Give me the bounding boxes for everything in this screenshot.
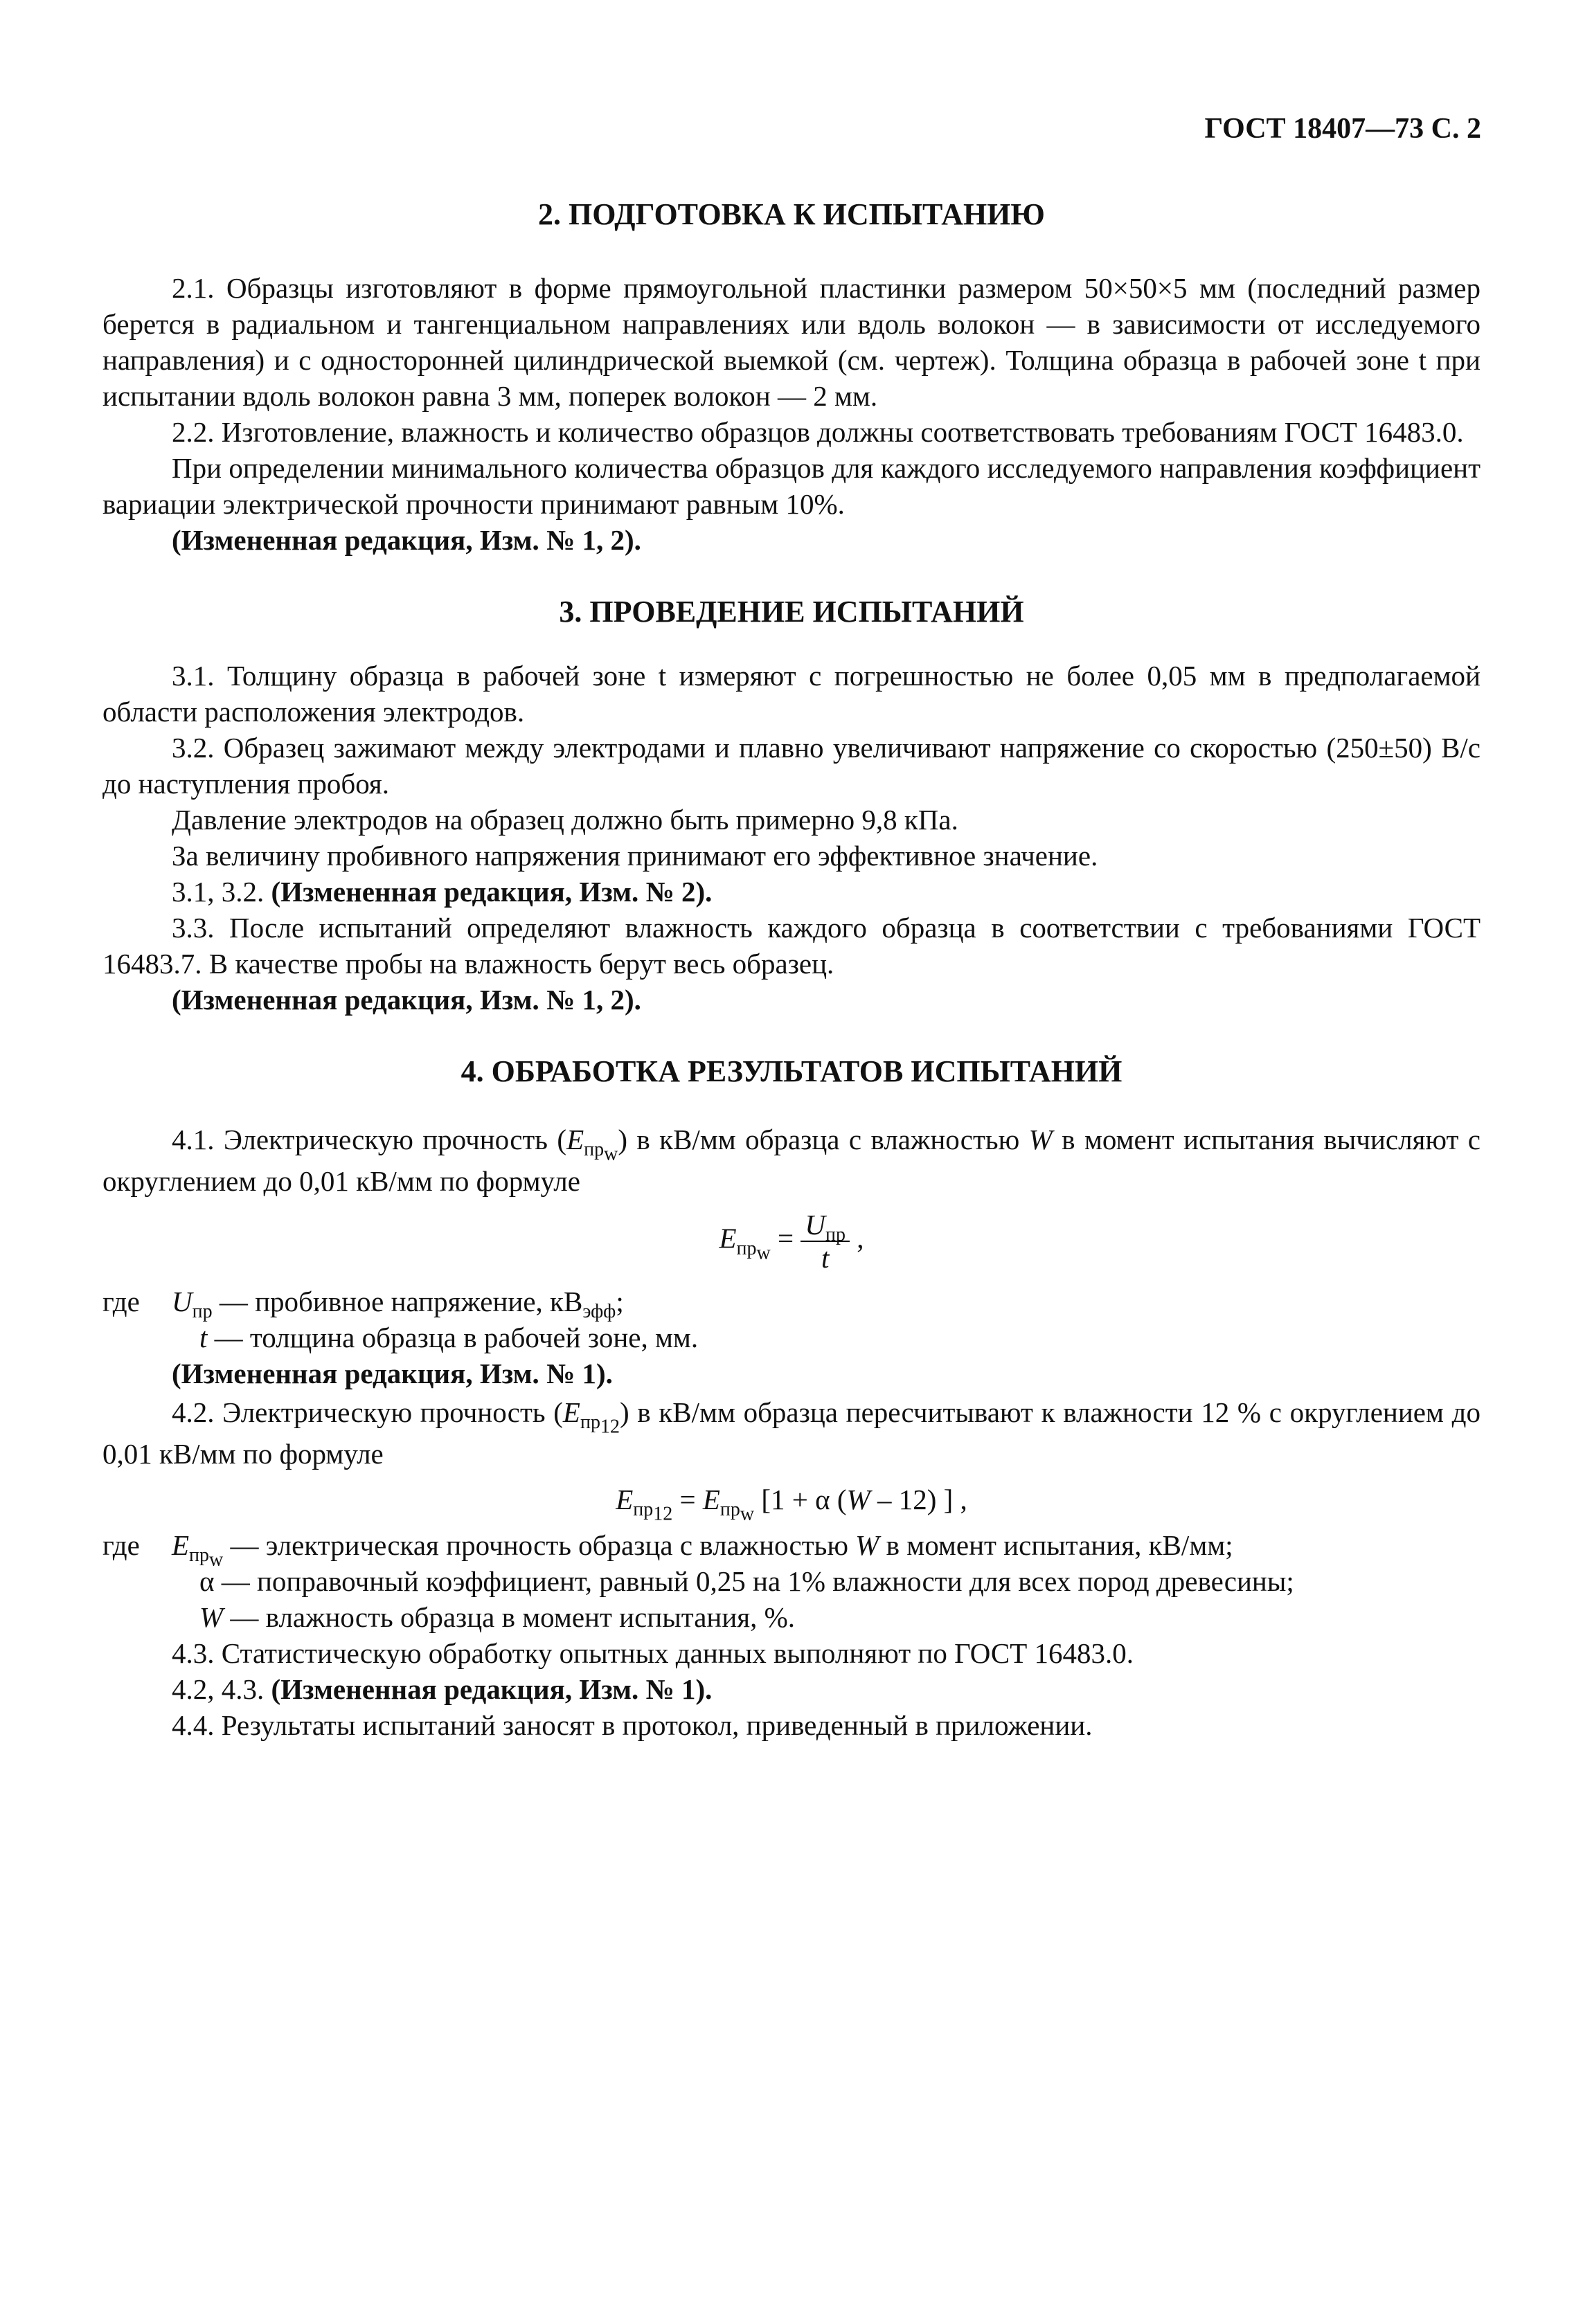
paragraph-2-1: 2.1. Образцы изготовляют в форме прямоугольной пластинки размером 50×50×5 мм (последний размер берется в радиальном и тангенциальном направлениях или вдоль волокон — в зависимости от исследуемого направления) и с односторонней цилиндрической выемкой (см. чертеж). Толщина образца в рабочей зоне t при испытании вдоль волокон равна 3 мм, поперек волокон — 2 мм. (102, 272, 1481, 412)
paragraph-3-3: 3.3. После испытаний определяют влажность каждого образца в соответствии с требованиями ГОСТ 16483.7. В качестве пробы на влажность берут весь образец. (102, 912, 1481, 980)
formula-2: $E_{пр_{12}} = E_{пр_w}$ [1 + α (W – 12) ] , (616, 1484, 967, 1525)
paragraph-2-2: 2.2. Изготовление, влажность и количество образцов должны соответствовать требованиям ГОСТ 16483.0. (172, 416, 1464, 448)
formula-1-definition-u: где $U_{пр}$ — пробивное напряжение, $кВ_{эфф}$; (102, 1286, 624, 1323)
revision-note-3-3: (Измененная редакция, Изм. № 1, 2). (172, 984, 641, 1016)
paragraph-3-2-pressure: Давление электродов на образец должно быть примерно 9,8 кПа. (172, 804, 958, 836)
paragraph-4-2: 4.2. Электрическую прочность $(E_{пр_{12}})$ в кВ/мм образца пересчитывают к влажности 12 % с округлением до 0,01 кВ/мм по формуле (102, 1396, 1481, 1470)
section-2-title: 2. ПОДГОТОВКА К ИСПЫТАНИЮ (538, 197, 1045, 231)
paragraph-4-1: 4.1. Электрическую прочность $(E_{пр_w})$ в кВ/мм образца с влажностью W в момент испытания вычисляют с округлением до 0,01 кВ/мм по формуле (102, 1124, 1481, 1197)
section-4-title: 4. ОБРАБОТКА РЕЗУЛЬТАТОВ ИСПЫТАНИЙ (460, 1054, 1123, 1088)
revision-note-4-1: (Измененная редакция, Изм. № 1). (172, 1358, 613, 1389)
paragraph-3-2: 3.2. Образец зажимают между электродами и плавно увеличивают напряжение со скоростью (250±50) В/с до наступления пробоя. (102, 732, 1481, 800)
formula-2-definition-alpha: α — поправочный коэффициент, равный 0,25 на 1% влажности для всех пород древесины; (199, 1565, 1294, 1597)
paragraph-3-2-voltage: За величину пробивного напряжения принимают его эффективное значение. (172, 840, 1098, 872)
paragraph-4-3: 4.3. Статистическую обработку опытных данных выполняют по ГОСТ 16483.0. (172, 1637, 1134, 1669)
revision-note-3-1: 3.1, 3.2. (Измененная редакция, Изм. № 2). (172, 876, 713, 908)
page-header: ГОСТ 18407—73 С. 2 (1204, 113, 1481, 145)
formula-1: $E_{пр_w}$ = $\frac{U_{пр}}{t}$ , (719, 1209, 864, 1274)
formula-2-definition-e: где $E_{пр_w}$ — электрическая прочность образца с влажностью W в момент испытания, кВ/мм; (102, 1529, 1233, 1571)
paragraph-4-4: 4.4. Результаты испытаний заносят в протокол, приведенный в приложении. (172, 1709, 1093, 1741)
page-content (102, 111, 1481, 1743)
formula-1-definition-t: t — толщина образца в рабочей зоне, мм. (199, 1322, 699, 1353)
formula-2-definition-w: W — влажность образца в момент испытания, %. (199, 1601, 796, 1633)
revision-note-4-2: 4.2, 4.3. (Измененная редакция, Изм. № 1). (172, 1673, 713, 1705)
paragraph-3-1: 3.1. Толщину образца в рабочей зоне t измеряют с погрешностью не более 0,05 мм в предполагаемой области расположения электродов. (102, 660, 1481, 728)
paragraph-2-2-note: При определении минимального количества образцов для каждого исследуемого направления коэффициент вариации электрической прочности принимают равным 10%. (102, 452, 1481, 520)
revision-note-2: (Измененная редакция, Изм. № 1, 2). (172, 524, 641, 556)
section-3-title: 3. ПРОВЕДЕНИЕ ИСПЫТАНИЙ (559, 595, 1024, 629)
